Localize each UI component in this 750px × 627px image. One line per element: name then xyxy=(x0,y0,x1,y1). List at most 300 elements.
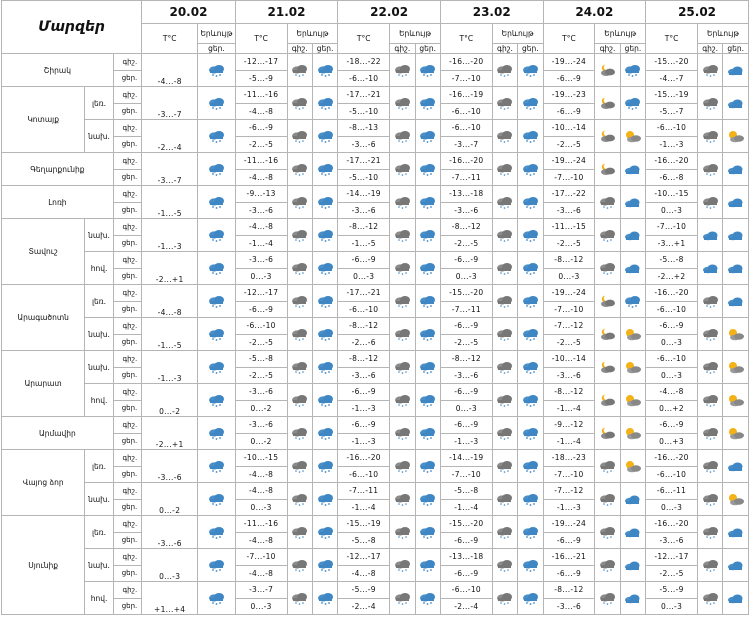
weather-icon-cell xyxy=(390,252,415,285)
phenomenon-header: Երևույթ xyxy=(697,24,748,44)
weather-icon-cell xyxy=(697,582,722,615)
weather-icon-cell xyxy=(518,318,543,351)
temp-cell: -8...-12 xyxy=(338,219,390,236)
snow-cloud-icon xyxy=(418,427,437,440)
overcast-icon xyxy=(701,526,720,539)
overcast-icon xyxy=(290,130,309,143)
weather-icon-cell xyxy=(390,351,415,384)
time-of-day-label: գիշ. xyxy=(113,153,141,170)
weather-icon-cell xyxy=(697,318,722,351)
time-of-day-label: ցեր. xyxy=(113,334,141,351)
temp-cell: -6...-10 xyxy=(440,582,492,599)
overcast-icon xyxy=(290,196,309,209)
sun-cloud-icon xyxy=(623,130,642,143)
snow-cloud-icon xyxy=(207,328,226,341)
temp-cell: -2...-5 xyxy=(235,136,287,153)
overcast-icon xyxy=(393,526,412,539)
time-of-day-label: գիշ. xyxy=(113,87,141,104)
table-row xyxy=(2,186,749,203)
temp-cell: -4...-8 xyxy=(338,565,390,582)
temp-cell: -16...-21 xyxy=(543,549,595,566)
temp-cell: -6...-10 xyxy=(235,318,287,335)
temp-cell: -3...-6 xyxy=(543,598,595,615)
weather-icon-cell xyxy=(518,582,543,615)
temp-cell xyxy=(142,87,198,120)
temp-cell: -6...-9 xyxy=(440,384,492,401)
region-name: Սյունիք xyxy=(2,516,85,615)
temp-cell: 0...+3 xyxy=(646,433,698,450)
weather-icon-cell xyxy=(620,516,645,549)
overcast-icon xyxy=(701,64,720,77)
weather-icon-cell xyxy=(415,252,440,285)
snow-cloud-icon xyxy=(521,130,540,143)
temp-cell: -3...-7 xyxy=(440,136,492,153)
sun-cloud-icon xyxy=(623,361,642,374)
subregion-label: նախ. xyxy=(85,120,113,153)
temp-cell: -1...-3 xyxy=(543,499,595,516)
weather-icon-cell xyxy=(198,549,236,582)
weather-icon-cell xyxy=(518,549,543,582)
temp-cell: -15...-19 xyxy=(646,87,698,104)
overcast-icon xyxy=(495,97,514,110)
weather-icon-cell xyxy=(198,318,236,351)
date-header: 20.02 xyxy=(142,1,235,24)
overcast-icon xyxy=(495,592,514,605)
weather-icon-cell xyxy=(312,87,337,120)
weather-icon-cell xyxy=(620,384,645,417)
weather-icon-cell xyxy=(198,450,236,483)
snow-cloud-icon xyxy=(207,592,226,605)
temp-cell: 0...-2 xyxy=(235,433,287,450)
weather-icon-cell xyxy=(723,153,749,186)
snow-cloud-icon xyxy=(316,427,335,440)
date-header: 24.02 xyxy=(543,1,646,24)
cloud-icon xyxy=(726,196,745,209)
snow-cloud-icon xyxy=(316,361,335,374)
weather-icon-cell xyxy=(595,153,620,186)
snow-cloud-icon xyxy=(207,361,226,374)
weather-icon-cell xyxy=(287,582,312,615)
overcast-icon xyxy=(290,163,309,176)
weather-icon-cell xyxy=(390,483,415,516)
table-row xyxy=(2,219,749,236)
cloud-icon xyxy=(726,64,745,77)
temp-cell: -7...-10 xyxy=(543,169,595,186)
weather-icon-cell xyxy=(518,219,543,252)
weather-icon-cell xyxy=(312,120,337,153)
time-of-day-label: գիշ. xyxy=(113,318,141,335)
snow-cloud-icon xyxy=(521,328,540,341)
snow-cloud-icon xyxy=(316,97,335,110)
weather-icon-cell xyxy=(415,549,440,582)
cloud-icon xyxy=(726,559,745,572)
snow-cloud-icon xyxy=(521,493,540,506)
temp-cell: -6...-10 xyxy=(338,466,390,483)
temp-value: -4...-8 xyxy=(157,77,182,86)
snow-cloud-icon xyxy=(316,559,335,572)
overcast-icon xyxy=(495,526,514,539)
temp-cell: -7...-10 xyxy=(543,301,595,318)
temp-cell: -7...-10 xyxy=(646,219,698,236)
overcast-icon xyxy=(393,493,412,506)
temp-cell: -5...-10 xyxy=(338,169,390,186)
temp-cell: -3...-6 xyxy=(235,202,287,219)
temp-cell: -2...-5 xyxy=(543,334,595,351)
temp-cell: 0...-3 xyxy=(646,598,698,615)
temp-cell: -10...-15 xyxy=(646,186,698,203)
temp-cell: -3...-6 xyxy=(338,202,390,219)
snow-cloud-icon xyxy=(418,295,437,308)
temp-cell: -4...-8 xyxy=(235,532,287,549)
weather-icon-cell xyxy=(620,450,645,483)
date-header: 21.02 xyxy=(235,1,338,24)
temp-cell: -3...-6 xyxy=(440,202,492,219)
weather-icon-cell xyxy=(492,219,517,252)
weather-icon-cell xyxy=(198,351,236,384)
temp-cell xyxy=(142,450,198,483)
weather-icon-cell xyxy=(697,219,722,252)
cloud-icon xyxy=(726,526,745,539)
weather-icon-cell xyxy=(620,54,645,87)
overcast-icon xyxy=(701,493,720,506)
weather-icon-cell xyxy=(492,582,517,615)
weather-icon-cell xyxy=(723,450,749,483)
weather-icon-cell xyxy=(198,384,236,417)
time-of-day-label: ցեր. xyxy=(113,532,141,549)
weather-icon-cell xyxy=(595,417,620,450)
temp-value: -4...-8 xyxy=(157,308,182,317)
temp-header: T°C xyxy=(543,24,595,54)
region-name: Կոտայք xyxy=(2,87,85,153)
date-header: 23.02 xyxy=(440,1,543,24)
overcast-icon xyxy=(495,394,514,407)
weather-icon-cell xyxy=(492,87,517,120)
snow-cloud-icon xyxy=(521,427,540,440)
snow-cloud-icon xyxy=(316,229,335,242)
temp-cell xyxy=(142,384,198,417)
overcast-icon xyxy=(290,361,309,374)
temp-cell: -8...-12 xyxy=(338,351,390,368)
snow-cloud-icon xyxy=(207,229,226,242)
sun-cloud-icon xyxy=(726,328,745,341)
region-name: Արագածոտն xyxy=(2,285,85,351)
weather-icon-cell xyxy=(620,285,645,318)
temp-cell: -16...-20 xyxy=(646,153,698,170)
temp-value: 0...-2 xyxy=(159,407,181,416)
temp-cell: -9...-12 xyxy=(543,417,595,434)
weather-icon-cell xyxy=(723,219,749,252)
region-name: Վայոց ձոր xyxy=(2,450,85,516)
temp-cell: -5...-9 xyxy=(235,70,287,87)
weather-icon-cell xyxy=(492,417,517,450)
overcast-icon xyxy=(701,328,720,341)
weather-icon-cell xyxy=(620,153,645,186)
weather-icon-cell xyxy=(595,351,620,384)
snow-cloud-icon xyxy=(521,163,540,176)
overcast-icon xyxy=(495,427,514,440)
temp-cell xyxy=(142,483,198,516)
snow-cloud-icon xyxy=(418,196,437,209)
weather-icon-cell xyxy=(390,549,415,582)
overcast-icon xyxy=(290,460,309,473)
weather-icon-cell xyxy=(595,87,620,120)
weather-icon-cell xyxy=(287,285,312,318)
temp-cell: -4...-8 xyxy=(235,219,287,236)
temp-cell: 0...-3 xyxy=(646,499,698,516)
moon-cloud-icon xyxy=(598,427,617,440)
overcast-icon xyxy=(598,493,617,506)
temp-cell: -1...-5 xyxy=(338,235,390,252)
temp-cell: 0...-2 xyxy=(235,400,287,417)
weather-icon-cell xyxy=(415,417,440,450)
weather-icon-cell xyxy=(595,186,620,219)
temp-cell: -7...-10 xyxy=(543,466,595,483)
overcast-icon xyxy=(393,460,412,473)
subregion-label: հով. xyxy=(85,582,113,615)
region-name: Արարատ xyxy=(2,351,85,417)
temp-cell: 0...-3 xyxy=(235,268,287,285)
temp-cell: -12...-17 xyxy=(235,285,287,302)
sun-cloud-icon xyxy=(726,427,745,440)
table-row xyxy=(2,318,749,335)
weather-icon-cell xyxy=(723,483,749,516)
table-row xyxy=(2,153,749,170)
weather-icon-cell xyxy=(390,219,415,252)
snow-cloud-icon xyxy=(207,394,226,407)
weather-icon-cell xyxy=(198,483,236,516)
weather-icon-cell xyxy=(723,285,749,318)
weather-icon-cell xyxy=(697,549,722,582)
temp-cell: -1...-4 xyxy=(338,499,390,516)
temp-cell: -8...-12 xyxy=(543,384,595,401)
overcast-icon xyxy=(701,163,720,176)
cloud-icon xyxy=(701,229,720,242)
overcast-icon xyxy=(393,229,412,242)
temp-cell: -5...-9 xyxy=(646,582,698,599)
subregion-label: լեռ. xyxy=(85,87,113,120)
weather-icon-cell xyxy=(287,516,312,549)
snow-cloud-icon xyxy=(418,493,437,506)
temp-cell: 0...-3 xyxy=(646,367,698,384)
temp-cell: -5...-7 xyxy=(646,103,698,120)
cloud-icon xyxy=(726,97,745,110)
temp-cell: -11...-16 xyxy=(235,153,287,170)
weather-icon-cell xyxy=(198,417,236,450)
temp-cell: -1...-3 xyxy=(338,400,390,417)
snow-cloud-icon xyxy=(316,130,335,143)
phenomenon-header: Երևույթ xyxy=(492,24,543,44)
snow-cloud-icon xyxy=(521,592,540,605)
overcast-icon xyxy=(495,130,514,143)
weather-icon-cell xyxy=(287,219,312,252)
weather-icon-cell xyxy=(595,120,620,153)
weather-icon-cell xyxy=(723,384,749,417)
weather-icon-cell xyxy=(390,516,415,549)
forecast-table xyxy=(1,0,749,615)
temp-cell: -7...-11 xyxy=(440,169,492,186)
temp-cell: -6...-10 xyxy=(440,103,492,120)
temp-cell: -14...-19 xyxy=(338,186,390,203)
snow-cloud-icon xyxy=(207,130,226,143)
weather-icon-cell xyxy=(198,582,236,615)
overcast-icon xyxy=(393,295,412,308)
temp-cell: 0...-3 xyxy=(440,268,492,285)
temp-cell: -17...-21 xyxy=(338,285,390,302)
snow-cloud-icon xyxy=(418,64,437,77)
overcast-icon xyxy=(290,97,309,110)
weather-icon-cell xyxy=(287,318,312,351)
temp-cell: -11...-15 xyxy=(543,219,595,236)
temp-cell: -18...-23 xyxy=(543,450,595,467)
weather-icon-cell xyxy=(518,384,543,417)
temp-cell: -7...-10 xyxy=(235,549,287,566)
overcast-icon xyxy=(598,229,617,242)
temp-cell: -8...-12 xyxy=(440,351,492,368)
temp-cell: -6...-9 xyxy=(440,417,492,434)
snow-cloud-icon xyxy=(207,427,226,440)
weather-icon-cell xyxy=(697,351,722,384)
overcast-icon xyxy=(393,592,412,605)
weather-icon-cell xyxy=(723,87,749,120)
temp-cell: -6...-9 xyxy=(235,120,287,137)
snow-cloud-icon xyxy=(623,295,642,308)
cloud-icon xyxy=(726,163,745,176)
sun-cloud-icon xyxy=(726,130,745,143)
snow-cloud-icon xyxy=(207,559,226,572)
weather-icon-cell xyxy=(492,483,517,516)
temp-value: 0...-2 xyxy=(159,506,181,515)
snow-cloud-icon xyxy=(521,196,540,209)
snow-cloud-icon xyxy=(316,592,335,605)
weather-icon-cell xyxy=(390,153,415,186)
overcast-icon xyxy=(393,328,412,341)
weather-icon-cell xyxy=(198,87,236,120)
temp-cell: -7...-12 xyxy=(543,483,595,500)
snow-cloud-icon xyxy=(418,460,437,473)
subregion-label: նախ. xyxy=(85,318,113,351)
temp-cell: -7...-11 xyxy=(338,483,390,500)
weather-icon-cell xyxy=(492,351,517,384)
weather-icon-cell xyxy=(620,186,645,219)
weather-icon-cell xyxy=(697,120,722,153)
overcast-icon xyxy=(598,526,617,539)
snow-cloud-icon xyxy=(521,295,540,308)
temp-cell: -10...-15 xyxy=(235,450,287,467)
sun-cloud-icon xyxy=(726,493,745,506)
temp-value: -3...-7 xyxy=(157,176,182,185)
temp-cell: -16...-20 xyxy=(440,153,492,170)
weather-icon-cell xyxy=(390,87,415,120)
temp-cell: -19...-24 xyxy=(543,516,595,533)
weather-icon-cell xyxy=(312,516,337,549)
temp-cell: -9...-13 xyxy=(235,186,287,203)
moon-cloud-icon xyxy=(598,64,617,77)
temp-cell: -8...-12 xyxy=(543,582,595,599)
temp-cell: -6...-9 xyxy=(440,252,492,269)
weather-icon-cell xyxy=(697,516,722,549)
weather-icon-cell xyxy=(620,549,645,582)
weather-icon-cell xyxy=(697,483,722,516)
temp-cell: -3...-6 xyxy=(646,532,698,549)
subregion-label: նախ. xyxy=(85,219,113,252)
weather-icon-cell xyxy=(697,186,722,219)
weather-icon-cell xyxy=(697,252,722,285)
weather-icon-cell xyxy=(390,186,415,219)
time-of-day-label: ցեր. xyxy=(113,499,141,516)
temp-cell: -2...-6 xyxy=(338,334,390,351)
temp-cell: -8...-12 xyxy=(338,318,390,335)
snow-cloud-icon xyxy=(316,295,335,308)
temp-cell xyxy=(142,351,198,384)
weather-icon-cell xyxy=(492,120,517,153)
temp-cell: 0...-3 xyxy=(543,268,595,285)
temp-cell: -6...-10 xyxy=(646,301,698,318)
temp-cell: -4...-8 xyxy=(235,565,287,582)
weather-icon-cell xyxy=(723,186,749,219)
overcast-icon xyxy=(701,361,720,374)
weather-icon-cell xyxy=(312,483,337,516)
snow-cloud-icon xyxy=(316,196,335,209)
temp-cell: -6...-9 xyxy=(338,252,390,269)
overcast-icon xyxy=(393,196,412,209)
cloud-icon xyxy=(623,163,642,176)
temp-cell: -2...+2 xyxy=(646,268,698,285)
time-of-day-label: գիշ. xyxy=(113,186,141,203)
snow-cloud-icon xyxy=(207,64,226,77)
overcast-icon xyxy=(701,196,720,209)
temp-cell: -3...-6 xyxy=(235,252,287,269)
weather-icon-cell xyxy=(198,153,236,186)
temp-cell: -12...-17 xyxy=(646,549,698,566)
weather-icon-cell xyxy=(595,285,620,318)
weather-icon-cell xyxy=(415,318,440,351)
night-header: գիշ. xyxy=(595,44,620,54)
cloud-icon xyxy=(726,295,745,308)
overcast-icon xyxy=(701,559,720,572)
region-name: Լոռի xyxy=(2,186,114,219)
day-header: ցեր. xyxy=(518,44,543,54)
time-of-day-label: ցեր. xyxy=(113,268,141,285)
sun-cloud-icon xyxy=(726,394,745,407)
temp-cell: -4...-8 xyxy=(646,384,698,401)
temp-cell: 0...-3 xyxy=(646,334,698,351)
weather-icon-cell xyxy=(312,219,337,252)
snow-cloud-icon xyxy=(316,493,335,506)
weather-icon-cell xyxy=(287,120,312,153)
weather-icon-cell xyxy=(620,120,645,153)
snow-cloud-icon xyxy=(316,328,335,341)
temp-cell: -3...-6 xyxy=(543,367,595,384)
temp-cell: -7...-12 xyxy=(543,318,595,335)
time-of-day-label: ցեր. xyxy=(113,136,141,153)
weather-icon-cell xyxy=(312,417,337,450)
temp-cell: -12...-17 xyxy=(338,549,390,566)
overcast-icon xyxy=(598,592,617,605)
subregion-label: լեռ. xyxy=(85,285,113,318)
table-row xyxy=(2,516,749,533)
weather-icon-cell xyxy=(723,417,749,450)
day-header: ցեր. xyxy=(620,44,645,54)
weather-icon-cell xyxy=(620,219,645,252)
overcast-icon xyxy=(701,460,720,473)
weather-icon-cell xyxy=(518,153,543,186)
temp-cell xyxy=(142,219,198,252)
weather-icon-cell xyxy=(390,318,415,351)
weather-icon-cell xyxy=(518,87,543,120)
snow-cloud-icon xyxy=(207,526,226,539)
temp-cell: -6...-10 xyxy=(646,351,698,368)
time-of-day-label: գիշ. xyxy=(113,582,141,599)
